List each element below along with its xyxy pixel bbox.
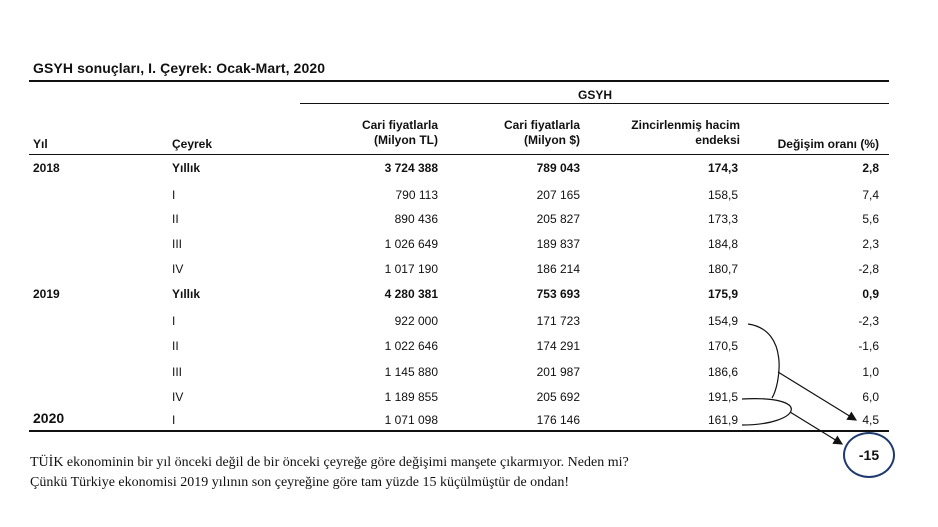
cell-year: 2019 — [33, 287, 60, 301]
cell-change: 6,0 — [862, 390, 879, 404]
cell-tl: 890 436 — [394, 212, 438, 226]
cell-index: 158,5 — [707, 188, 738, 202]
cell-quarter: II — [172, 212, 179, 226]
cell-change: -2,3 — [858, 314, 879, 328]
header-usd-line2: (Milyon $) — [524, 133, 580, 147]
cell-quarter: I — [172, 413, 176, 427]
cell-quarter: Yıllık — [172, 161, 201, 175]
cell-index: 174,3 — [707, 161, 738, 175]
cell-index: 175,9 — [707, 287, 738, 301]
cell-quarter: I — [172, 314, 176, 328]
cell-index: 180,7 — [707, 262, 738, 276]
cell-year: 2018 — [33, 161, 60, 175]
header-index-line1: Zincirlenmiş hacim — [631, 118, 740, 132]
cell-usd: 753 693 — [536, 287, 580, 301]
cell-usd: 789 043 — [536, 161, 580, 175]
cell-quarter: IV — [172, 390, 184, 404]
cell-quarter: I — [172, 188, 176, 202]
cell-index: 184,8 — [707, 237, 738, 251]
cell-tl: 1 017 190 — [384, 262, 438, 276]
cell-change: 4,5 — [862, 413, 879, 427]
note-line-2: Çünkü Türkiye ekonomisi 2019 yılının son çeyreğine göre tam yüzde 15 küçülmüştür de ondan! — [30, 475, 570, 490]
cell-usd: 207 165 — [536, 188, 580, 202]
cell-quarter: II — [172, 339, 179, 353]
cell-tl: 4 280 381 — [384, 287, 438, 301]
cell-tl: 1 189 855 — [384, 390, 438, 404]
cell-usd: 174 291 — [536, 339, 580, 353]
header-year: Yıl — [33, 137, 48, 151]
cell-index: 191,5 — [707, 390, 738, 404]
cell-usd: 201 987 — [536, 365, 580, 379]
cell-usd: 205 827 — [536, 212, 580, 226]
decline-badge: -15 — [843, 432, 895, 478]
arrow-to-badge — [790, 412, 842, 444]
cell-change: 1,0 — [862, 365, 879, 379]
cell-change: 2,8 — [862, 161, 879, 175]
cell-tl: 790 113 — [395, 188, 438, 202]
header-usd-line1: Cari fiyatlarla — [503, 118, 580, 132]
header-change: Değişim oranı (%) — [777, 137, 879, 151]
cell-change: -1,6 — [858, 339, 879, 353]
arc-q1-to-q4 — [748, 324, 779, 398]
cell-tl: 1 145 880 — [384, 365, 438, 379]
header-tl-line1: Cari fiyatlarla — [361, 118, 438, 132]
header-tl-line2: (Milyon TL) — [374, 133, 438, 147]
cell-usd: 189 837 — [536, 237, 580, 251]
cell-tl: 3 724 388 — [384, 161, 438, 175]
cell-change: -2,8 — [858, 262, 879, 276]
cell-index: 170,5 — [707, 339, 738, 353]
cell-index: 154,9 — [707, 314, 738, 328]
group-header-gsyh: GSYH — [578, 88, 613, 102]
cell-year: 2020 — [33, 410, 65, 426]
note-line-1: TÜİK ekonominin bir yıl önceki değil de bir önceki çeyreğe göre değişimi manşete çıkarmıyor. Neden mi? — [30, 455, 629, 470]
cell-quarter: Yıllık — [172, 287, 201, 301]
cell-usd: 205 692 — [536, 390, 580, 404]
table-title: GSYH sonuçları, I. Çeyrek: Ocak-Mart, 2020 — [33, 60, 326, 76]
cell-tl: 1 022 646 — [384, 339, 438, 353]
cell-index: 161,9 — [707, 413, 738, 427]
cell-usd: 171 723 — [536, 314, 580, 328]
cell-index: 173,3 — [707, 212, 738, 226]
cell-change: 0,9 — [862, 287, 879, 301]
cell-quarter: III — [172, 237, 183, 251]
header-index-line2: endeksi — [695, 133, 740, 147]
cell-tl: 922 000 — [394, 314, 438, 328]
cell-usd: 176 146 — [536, 413, 580, 427]
cell-quarter: IV — [172, 262, 184, 276]
arc-q4-to-2020 — [742, 399, 791, 425]
cell-usd: 186 214 — [536, 262, 580, 276]
cell-change: 5,6 — [862, 212, 879, 226]
cell-quarter: III — [172, 365, 183, 379]
cell-change: 2,3 — [862, 237, 879, 251]
cell-tl: 1 026 649 — [384, 237, 438, 251]
cell-change: 7,4 — [862, 188, 879, 202]
header-quarter: Çeyrek — [172, 137, 213, 151]
cell-tl: 1 071 098 — [384, 413, 438, 427]
cell-index: 186,6 — [707, 365, 738, 379]
